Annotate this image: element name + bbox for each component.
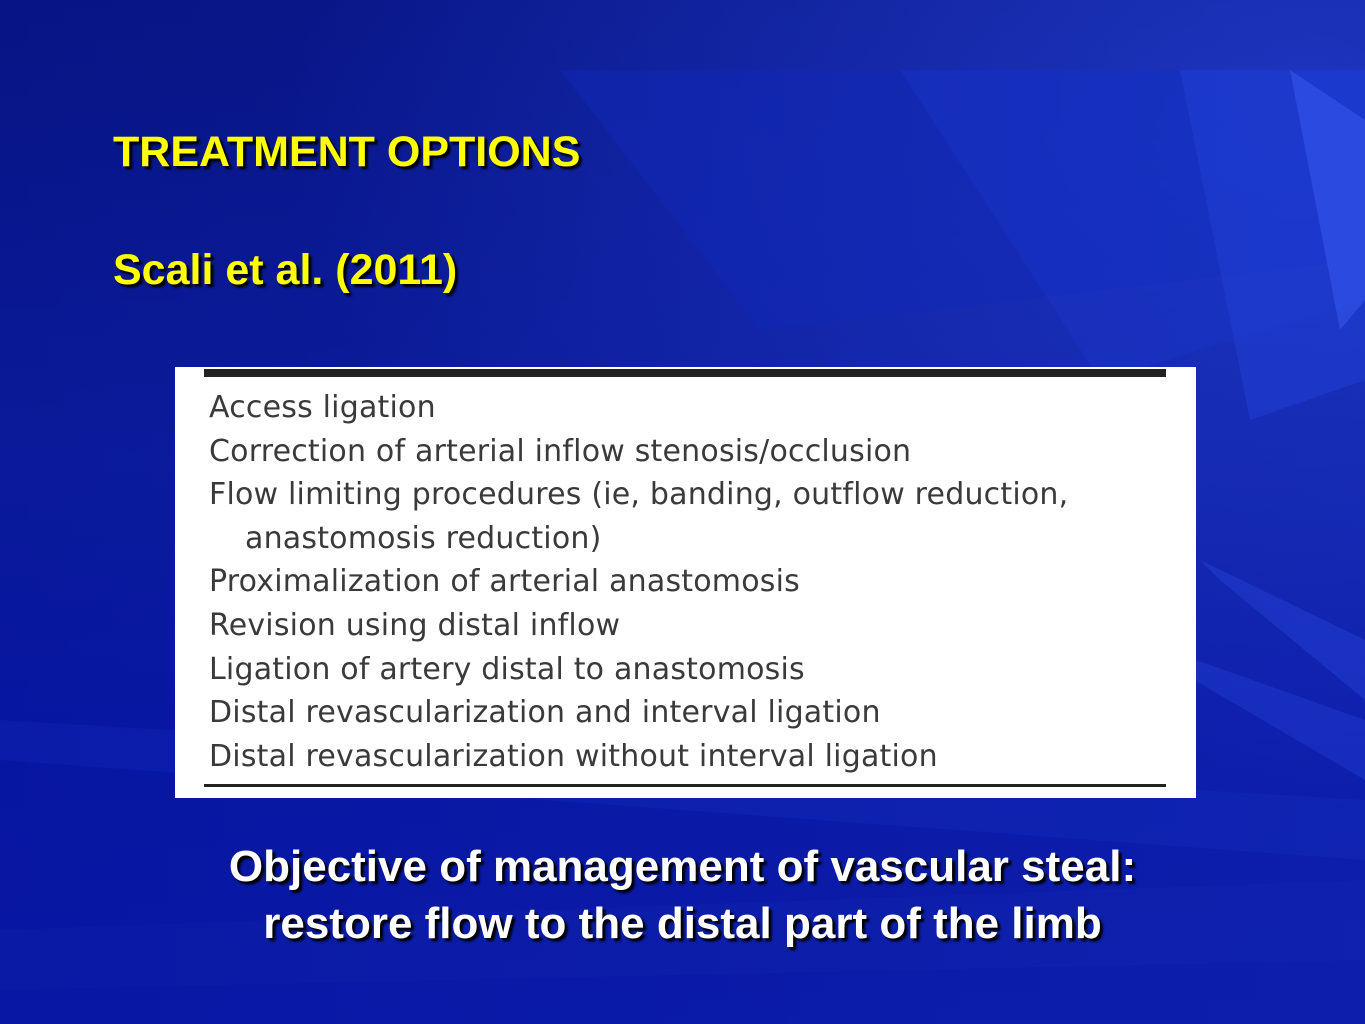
table-bottom-rule	[204, 784, 1166, 787]
treatment-options-table	[175, 367, 1196, 798]
citation: Scali et al. (2011)	[113, 246, 458, 294]
objective-line-1: Objective of management of vascular steal:	[228, 842, 1137, 891]
list-item: Access ligation	[209, 390, 436, 425]
objective-statement	[0, 838, 1365, 952]
objective-line-2: restore flow to the distal part of the limb	[263, 899, 1102, 948]
list-item-continuation: anastomosis reduction)	[245, 520, 602, 556]
slide-title: TREATMENT OPTIONS	[113, 128, 581, 176]
list-item: Correction of arterial inflow stenosis/occlusion	[209, 433, 912, 469]
table-top-rule	[204, 369, 1166, 377]
list-item: Distal revascularization without interval ligation	[209, 738, 938, 774]
list-item: Proximalization of arterial anastomosis	[209, 564, 800, 600]
list-item: Flow limiting procedures (ie, banding, outflow reduction,	[209, 477, 1069, 513]
treatment-options-list	[209, 387, 1068, 779]
list-item: Revision using distal inflow	[209, 607, 621, 643]
list-item: Ligation of artery distal to anastomosis	[209, 651, 805, 687]
list-item: Distal revascularization and interval ligation	[209, 695, 881, 731]
